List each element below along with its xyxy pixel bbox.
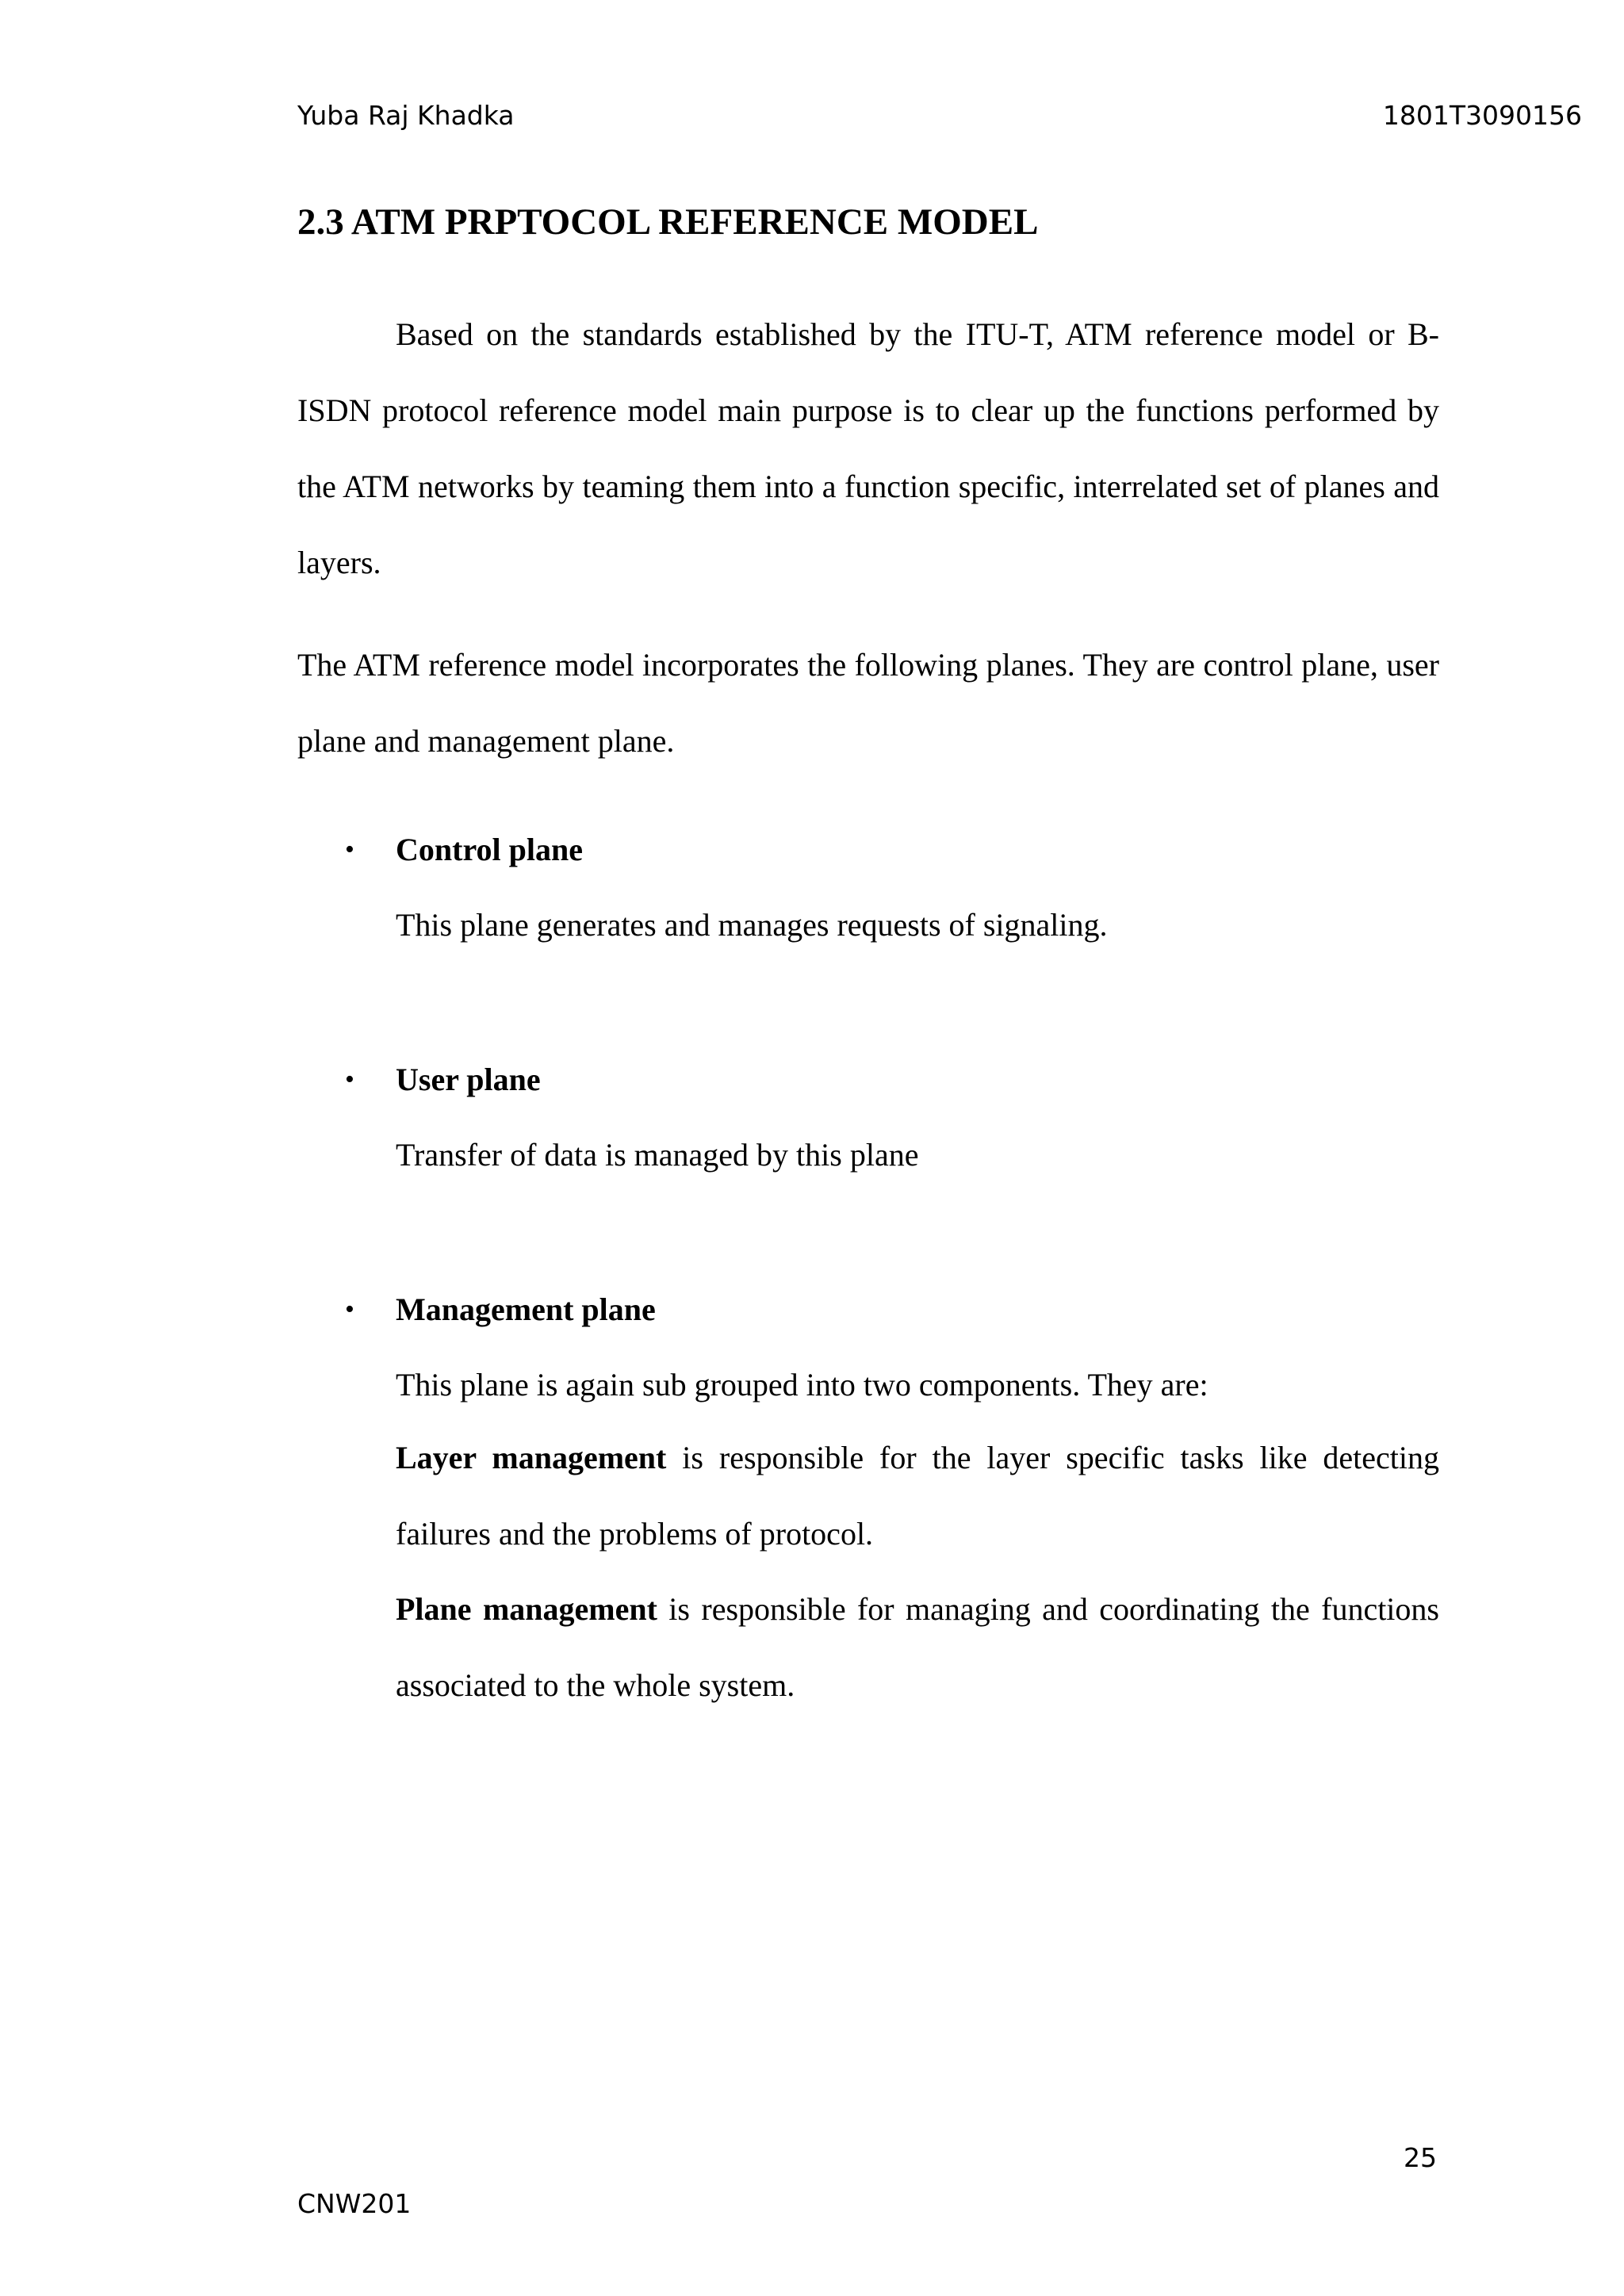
layer-management-term: Layer management bbox=[396, 1440, 667, 1475]
plane-description: This plane generates and manages requests of signaling. bbox=[396, 907, 1108, 943]
header-student-id: 1801T3090156 bbox=[1382, 100, 1582, 131]
layer-management-text: is responsible for the layer specific tasks like detecting failures and the problems of protocol. bbox=[396, 1440, 1439, 1552]
plane-title: User plane bbox=[396, 1062, 541, 1097]
footer-course-code: CNW201 bbox=[297, 2188, 412, 2219]
section-heading: 2.3 ATM PRPTOCOL REFERENCE MODEL bbox=[297, 201, 1039, 243]
plane-description: Transfer of data is managed by this plane bbox=[396, 1137, 919, 1173]
planes-paragraph-block bbox=[297, 627, 1439, 779]
planes-paragraph: The ATM reference model incorporates the following planes. They are control plane, user plane and management plane. bbox=[297, 647, 1439, 759]
header-author: Yuba Raj Khadka bbox=[297, 100, 515, 131]
plane-description: This plane is again sub grouped into two components. They are: bbox=[396, 1367, 1208, 1402]
plane-management-text: is responsible for managing and coordinating the functions associated to the whole system. bbox=[396, 1591, 1439, 1703]
layer-management-paragraph bbox=[396, 1420, 1439, 1572]
intro-paragraph-block bbox=[297, 297, 1439, 601]
page-number: 25 bbox=[1404, 2142, 1437, 2173]
plane-management-term: Plane management bbox=[396, 1591, 657, 1627]
plane-management-paragraph bbox=[396, 1571, 1439, 1724]
plane-title: Management plane bbox=[396, 1292, 656, 1327]
bullet-icon: • bbox=[345, 1065, 354, 1094]
bullet-icon: • bbox=[345, 835, 354, 864]
bullet-icon: • bbox=[345, 1295, 354, 1324]
plane-title: Control plane bbox=[396, 832, 583, 867]
intro-paragraph: Based on the standards established by the ITU-T, ATM reference model or B-ISDN protocol reference model main purpose is to clear up the functions performed by the ATM networks by teaming them into a function specific, interrelated set of planes and layers. bbox=[297, 316, 1439, 580]
